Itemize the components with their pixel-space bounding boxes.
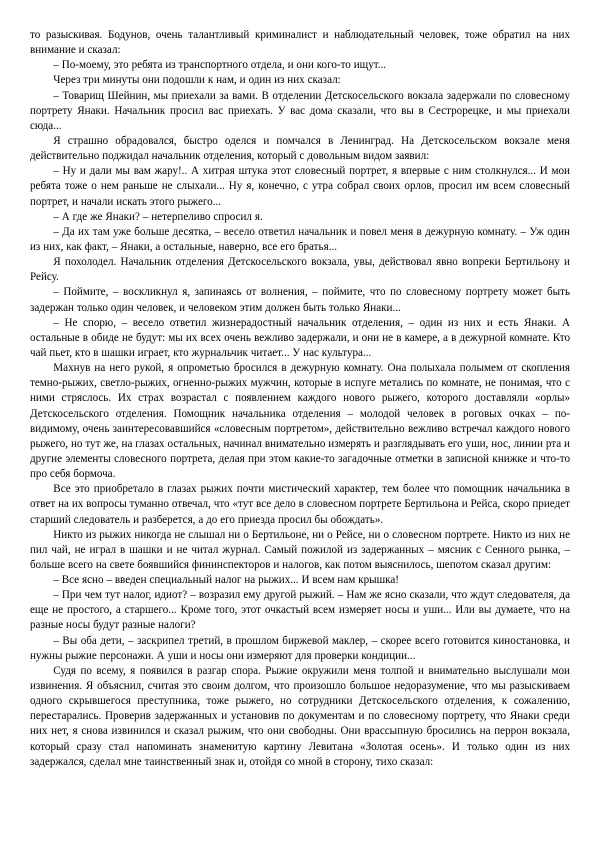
paragraph: – Поймите, – воскликнул я, запинаясь от волнения, – поймите, что по словесному портрету может быть задержан только один человек, и человеком этим должен быть только Янаки... xyxy=(30,286,570,314)
paragraph: то разыскивая. Бодунов, очень талантливый криминалист и наблюдательный человек, тоже обратил на них внимание и сказал: xyxy=(30,29,570,57)
paragraph: – При чем тут налог, идиот? – возразил ему другой рыжий. – Нам же ясно сказали, что ждут следователя, да еще не простого, а старшего... Кроме того, этот очкастый всем измеряет носы и уши... Или вы думаете, что на разные носы будут разные налоги? xyxy=(30,589,570,632)
document-body xyxy=(30,28,570,770)
paragraph: – Не спорю, – весело ответил жизнерадостный начальник отделения, – один из них и есть Янаки. А остальные в обиде не будут: мы их всех очень вежливо задержали, и они не в камере, а в дежурной комнате. Кто чай пьет, кто в шашки играет, кто журнальчик читает... У нас культура... xyxy=(30,316,570,359)
paragraph: – Ну и дали мы вам жару!.. А хитрая штука этот словесный портрет, я впервые с ним столкнулся... И мои ребята тоже о нем раньше не слыхали... Ну я, конечно, с утра собрал своих орлов, просил им всем словесный портрет, и начали искать этого рыжего... xyxy=(30,165,570,208)
paragraph: – Все ясно – введен специальный налог на рыжих... И всем нам крышка! xyxy=(53,574,399,587)
paragraph: Через три минуты они подошли к нам, и один из них сказал: xyxy=(53,74,341,87)
paragraph: Судя по всему, я появился в разгар спора. Рыжие окружили меня толпой и внимательно выслушали мои извинения. Я объяснил, считая это своим долгом, что произошло большое недоразумение, что мы разыскиваем одного скрывшегося преступника, тоже рыжего, но сотрудники Детскосельского отделения, к сожалению, перестарались. Проверив задержанных и установив по документам и по словесному портрету, что Янаки среди них нет, я снова извинился и сказал рыжим, что они свободны. Они врассыпную бросились на перрон вокзала, который сразу стал напоминать знаменитую картину Левитана «Золотая осень». И только один из них задержался, сделал мне таинственный знак и, отойдя со мной в сторону, тихо сказал: xyxy=(30,664,570,768)
paragraph: – Товарищ Шейнин, мы приехали за вами. В отделении Детскосельского вокзала задержали по словесному портрету Янаки. Начальник просил вас приехать. У вас дома сказали, что вы в Сестрорецке, и мы приехали сюда... xyxy=(30,89,570,132)
paragraph: Я похолодел. Начальник отделения Детскосельского вокзала, увы, действовал явно вопреки Бертильону и Рейсу. xyxy=(30,256,570,284)
paragraph: Я страшно обрадовался, быстро оделся и помчался в Ленинград. На Детскосельском вокзале меня действительно поджидал начальник отделения, который с довольным видом заявил: xyxy=(30,134,570,163)
paragraph: Махнув на него рукой, я опрометью бросился в дежурную комнату. Она полыхала полымем от скопления темно-рыжих, светло-рыжих, огненно-рыжих мужчин, которые в испуге метались по комнате, не понимая, что с ними стряслось. Их страх возрастал с появлением каждого нового рыжего, которого доставляли «орлы» Детскосельского отделения. Помощник начальника отделения – молодой человек в роговых очках – по-видимому, очень заинтересовавшийся «словесным портретом», действительно вежливо встречал каждого нового рыжего, но тут же, на глазах остальных, начинал внимательно измерять и разглядывать его уши, нос, линии рта и другие элементы словесного портрета, делая при этом какие-то загадочные отметки в записной книжке и что-то про себя бормоча. xyxy=(30,362,570,481)
paragraph: Никто из рыжих никогда не слышал ни о Бертильоне, ни о Рейсе, ни о словесном портрете. Никто из них не пил чай, не играл в шашки и не читал журнал. Самый пожилой из задержанных – мясник с Сенного рынка, – больше всего на свете боявшийся фининспекторов и налогов, как потом выяснилось, шепотом сказал другим: xyxy=(30,528,570,571)
paragraph: – Вы оба дети, – заскрипел третий, в прошлом биржевой маклер, – скорее всего готовится киностановка, и нужны рыжие персонажи. А уши и носы они измеряют для проверки кондиции... xyxy=(30,634,570,662)
paragraph: – Да их там уже больше десятка, – весело ответил начальник и повел меня в дежурную комнату. – Уж один из них, как факт, – Янаки, а остальные, наверно, все его братья... xyxy=(30,225,570,253)
paragraph: Все это приобретало в глазах рыжих почти мистический характер, тем более что помощник начальника в ответ на их вопросы туманно отвечал, что «тут все дело в словесном портрете Бертильона и Рейса, скоро приедет старший следователь и разберется, а до его приезда просил бы обождать». xyxy=(30,483,570,526)
paragraph: – По-моему, это ребята из транспортного отдела, и они кого-то ищут... xyxy=(53,59,387,72)
paragraph: – А где же Янаки? – нетерпеливо спросил я. xyxy=(53,210,263,223)
